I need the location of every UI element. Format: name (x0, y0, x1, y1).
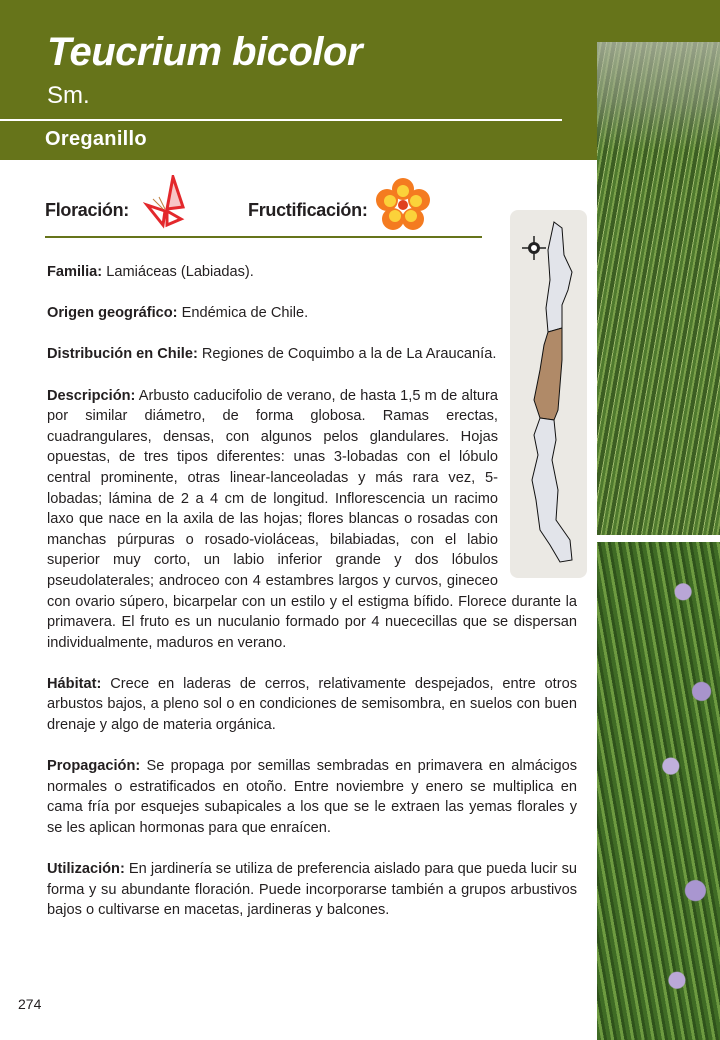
section-description: Descripción: Arbusto caducifolio de verano, de hasta 1,5 m de altura por similar diámetro, de forma globosa. Ramas erectas, cuadrangulares, densas, con algunos pelos glandulares. Hojas opuestas, de tres tipos diferentes: unas 3-lobadas con el lóbulo central prominente, otras linear-lanceoladas y más rara vez, 5-lobadas; lámina de 2 a 4 cm de longitud. Inflorescencia un racimo laxo que nace en la axila de las hojas; flores blancas o rosadas con manchas púrpuras o rosado-violáceas, bilabiadas, con el labio superior muy corto, un labio inferior grande y dos lóbulos pseudolaterales; androceo con 4 estambres largos y curvos, gineceo con ovario súpero, bicarpelar con un estilo y el estigma bífido. Florece durante la primavera. El fruto es un nuculanio formado por 4 nuececillas que se dispersan individualmente, maduros en verano. (47, 387, 577, 651)
section-divider (45, 236, 482, 238)
scientific-name: Teucrium bicolor (47, 30, 363, 74)
chile-north (546, 222, 572, 332)
section-distribution: Distribución en Chile: Regiones de Coquimbo a la de La Araucanía. (47, 346, 497, 363)
author: Sm. (47, 82, 90, 109)
section-use: Utilización: En jardinería se utiliza de preferencia aislado para que pueda lucir su forma y su abundante floración. Puede incorporarse también a grupos arbustivos bajos o cultivarse en macetas, jardineras y balcones. (47, 861, 577, 919)
chile-distribution-regions (534, 328, 562, 420)
distribution-map (510, 210, 587, 578)
species-description (47, 262, 577, 942)
fruiting-label: Fructificación: (248, 200, 368, 220)
flower-icon (376, 178, 430, 232)
section-habitat: Hábitat: Crece en laderas de cerros, relativamente despejados, entre otros arbustos bajos, a pleno sol o en condiciones de semisombra, en suelos con buen drenaje y algo de materia orgánica. (47, 675, 577, 734)
chile-south (532, 418, 572, 562)
section-origin: Origen geográfico: Endémica de Chile. (47, 305, 309, 322)
butterfly-icon (143, 175, 189, 229)
flowering-label: Floración: (45, 200, 130, 220)
common-name: Oreganillo (45, 128, 147, 150)
compass-icon (522, 236, 546, 260)
section-family: Familia: Lamiáceas (Labiadas). (47, 264, 254, 280)
plant-photo-habitat (597, 42, 720, 535)
page-number: 274 (18, 996, 42, 1012)
section-propagation: Propagación: Se propaga por semillas sembradas en primavera en almácigos normales o estratificados en otoño. Entre noviembre y enero se multiplica en cama fría por esquejes subapicales a los que se le extraen las yemas florales y se les aplican hormonas para que enraícen. (47, 758, 577, 837)
plant-photo-flowers (597, 542, 720, 1040)
divider (0, 119, 562, 121)
